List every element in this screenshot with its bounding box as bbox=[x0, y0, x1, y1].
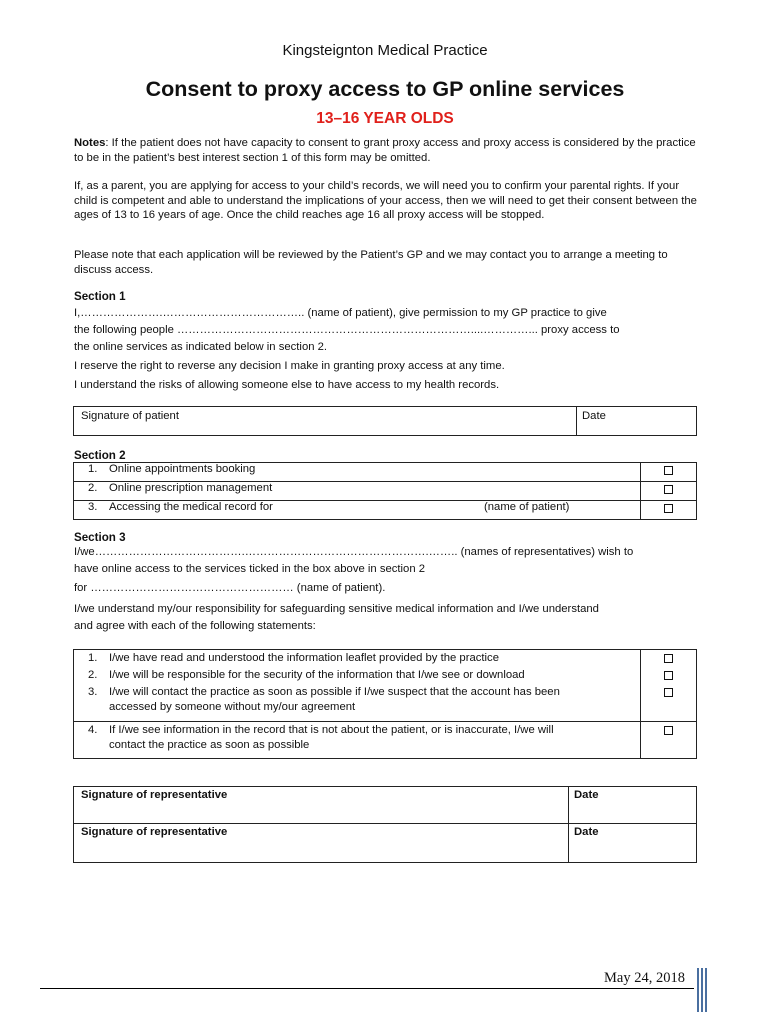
practice-name: Kingsteignton Medical Practice bbox=[282, 42, 488, 59]
service-number: 3. bbox=[88, 501, 98, 513]
footer-date: May 24, 2018 bbox=[604, 970, 685, 986]
section1-line-reserve: I reserve the right to reverse any decision I make in granting proxy access at any time. bbox=[74, 360, 505, 372]
page-subtitle: 13–16 YEAR OLDS bbox=[316, 110, 454, 127]
statement-text-continued: accessed by someone without my/our agreement bbox=[109, 701, 356, 713]
statements-table bbox=[73, 649, 697, 759]
section3-line-access: have online access to the services ticked in the box above in section 2 bbox=[74, 563, 426, 575]
service-label: Online appointments booking bbox=[109, 463, 256, 475]
statement-number: 3. bbox=[88, 686, 98, 698]
section1-line-patient: I,………………….……………………………….. (name of patient), give permission to my GP practice to give bbox=[74, 307, 607, 319]
statement-text-continued: contact the practice as soon as possible bbox=[109, 739, 310, 751]
section3-heading: Section 3 bbox=[74, 531, 126, 544]
patient-signature-label: Signature of patient bbox=[81, 410, 179, 422]
patient-date-field[interactable] bbox=[577, 407, 697, 436]
service-number: 2. bbox=[88, 482, 98, 494]
footer-bar bbox=[697, 968, 699, 1012]
representative-1-signature-field[interactable] bbox=[74, 787, 569, 824]
service-prescriptions-checkbox[interactable] bbox=[664, 485, 673, 494]
service-number: 1. bbox=[88, 463, 98, 475]
notes-text: : If the patient does not have capacity to consent to grant proxy access and proxy access is considered by the practice to be in the patient’s best interest section 1 of this form may be omitted. bbox=[74, 137, 696, 164]
representative-signature-table bbox=[73, 786, 697, 863]
statement-number: 1. bbox=[88, 652, 98, 664]
service-row bbox=[74, 463, 641, 482]
section1-line-risks: I understand the risks of allowing someone else to have access to my health records. bbox=[74, 379, 500, 391]
statement-text: I/we will contact the practice as soon as possible if I/we suspect that the account has been bbox=[109, 686, 560, 698]
section1-line-services: the online services as indicated below in section 2. bbox=[74, 341, 328, 353]
service-checkbox-cell bbox=[641, 463, 697, 482]
service-medical-record-checkbox[interactable] bbox=[664, 504, 673, 513]
services-table bbox=[73, 462, 697, 520]
section3-line-for-patient: for ……………………………………………… (name of patient). bbox=[74, 582, 386, 594]
notes-paragraph bbox=[74, 136, 698, 165]
statement-text: If I/we see information in the record that is not about the patient, or is inaccurate, I/we will bbox=[109, 724, 554, 736]
parental-rights-paragraph: If, as a parent, you are applying for access to your child’s records, we will need you to confirm your parental rights. If your child is competent and able to understand the implications of your access, then we will need to get their consent between the ages of 13 to 16 years of age. Once the child reaches age 16 all proxy access will be stopped. bbox=[74, 180, 697, 221]
service-label: Accessing the medical record for bbox=[109, 501, 273, 513]
section1-heading: Section 1 bbox=[74, 290, 126, 303]
review-paragraph: Please note that each application will be reviewed by the Patient’s GP and we may contact you to arrange a meeting to discuss access. bbox=[74, 249, 668, 276]
statements-cell bbox=[74, 650, 641, 722]
representative-1-date-label: Date bbox=[574, 789, 599, 801]
representative-2-signature-field[interactable] bbox=[74, 824, 569, 863]
service-row bbox=[74, 501, 641, 520]
service-label: Online prescription management bbox=[109, 482, 273, 494]
section3-line-responsibility: I/we understand my/our responsibility for safeguarding sensitive medical information and I/we understand bbox=[74, 603, 599, 615]
section2-heading: Section 2 bbox=[74, 449, 126, 462]
representative-1-date-field[interactable] bbox=[569, 787, 697, 824]
statement-2-checkbox[interactable] bbox=[664, 671, 673, 680]
statement-text: I/we will be responsible for the security of the information that I/we see or download bbox=[109, 669, 525, 681]
statements-checkbox-cell bbox=[641, 650, 697, 722]
statements-cell bbox=[74, 722, 641, 759]
representative-2-date-field[interactable] bbox=[569, 824, 697, 863]
representative-2-signature-label: Signature of representative bbox=[81, 826, 228, 838]
service-checkbox-cell bbox=[641, 501, 697, 520]
name-of-patient-label: (name of patient) bbox=[484, 501, 570, 513]
page-title: Consent to proxy access to GP online services bbox=[145, 77, 625, 101]
footer-bar bbox=[705, 968, 707, 1012]
statement-1-checkbox[interactable] bbox=[664, 654, 673, 663]
representative-2-date-label: Date bbox=[574, 826, 599, 838]
section3-line-representatives: I/we………………………………….………………………………………….…….. (names of representatives) wish to bbox=[74, 546, 634, 558]
service-checkbox-cell bbox=[641, 482, 697, 501]
service-appointments-checkbox[interactable] bbox=[664, 466, 673, 475]
statement-number: 2. bbox=[88, 669, 98, 681]
service-row bbox=[74, 482, 641, 501]
section1-line-people: the following people ……………………………………………………………………....…………... proxy access to bbox=[74, 324, 620, 336]
footer-bar bbox=[701, 968, 703, 1012]
patient-signature-table bbox=[73, 406, 697, 436]
statement-4-checkbox[interactable] bbox=[664, 726, 673, 735]
footer-rule bbox=[40, 988, 694, 989]
patient-signature-field[interactable] bbox=[74, 407, 577, 436]
representative-1-signature-label: Signature of representative bbox=[81, 789, 228, 801]
patient-date-label: Date bbox=[582, 410, 606, 422]
statement-text: I/we have read and understood the information leaflet provided by the practice bbox=[109, 652, 499, 664]
statement-number: 4. bbox=[88, 724, 98, 736]
notes-label: Notes bbox=[74, 137, 106, 149]
section3-line-agree: and agree with each of the following statements: bbox=[74, 620, 316, 632]
statements-checkbox-cell bbox=[641, 722, 697, 759]
statement-3-checkbox[interactable] bbox=[664, 688, 673, 697]
